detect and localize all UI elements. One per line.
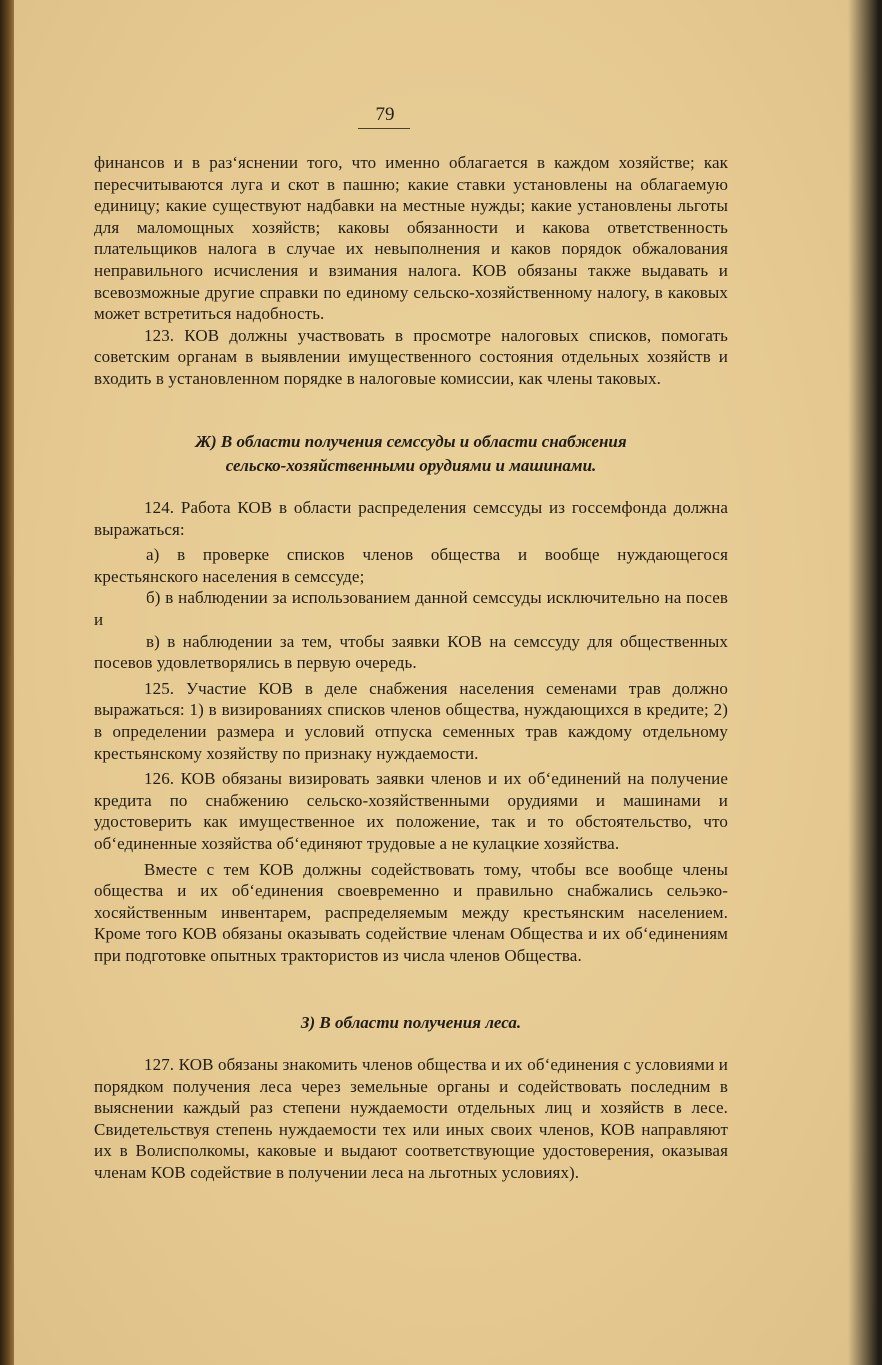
page-number: 79	[375, 104, 395, 125]
list-item-a: а) в проверке списков членов общества и вообще нуждающегося крестьянского населения в семссуде;	[94, 545, 728, 586]
page-number-underline	[358, 128, 410, 129]
section-heading-zh	[94, 430, 728, 478]
section-heading-z	[94, 1011, 728, 1035]
book-spine	[0, 0, 14, 1365]
list-item-b: б) в наблюдении за использованием данной семссуды исключительно на посев и	[94, 588, 728, 629]
paragraph-126: 126. КОВ обязаны визировать заявки членов и их об‘единений на получение кредита по снабжению сельско-хозяйственными орудиями и машинами и удостоверить как имущественное их положение, так и то обстоятельство, что об‘единенные хозяйства об‘единяют трудовые а не кулацкие хозяйства.	[94, 769, 728, 853]
text-section-middle	[94, 497, 728, 966]
heading-zh-line1: Ж) В области получения семссуды и области снабжения	[195, 432, 627, 451]
paragraph-vmeste: Вместе с тем КОВ должны содействовать тому, чтобы все вообще члены общества и их об‘единения своевременно и правильно снабжались сельэко-хосяйственным инвентарем, распределяемым между крестьянским населением. Кроме того КОВ обязаны оказывать содействие членам Общества и их об‘единениям при подготовке опытных трактористов из числа членов Общества.	[94, 859, 728, 965]
heading-z-line: З) В области получения леса.	[300, 1013, 522, 1032]
paragraph-127: 127. КОВ обязаны знакомить членов общества и их об‘единения с условиями и порядком получения леса через земельные органы и содействовать последним в выяснении каждый раз степени нуждаемости отдельных лиц и хозяйств в лесе. Свидетельствуя степень нуждаемости тех или иных своих членов, КОВ направляют их в Волисполкомы, каковые и выдают соответствующие удостоверения, оказывая членам КОВ содействие в получении леса на льготных условиях).	[94, 1055, 728, 1182]
paragraph-intro: финансов и в раз‘яснении того, что именно облагается в каждом хозяйстве; как пересчитываются луга и скот в пашню; какие ставки установлены на облагаемую единицу; какие существуют надбавки на местные нужды; какие установлены льготы для маломощных хозяйств; каковы обязанности и какова ответственность плательщиков налога в случае их невыполнения и каков порядок обжалования неправильного исчисления и взимания налога. КОВ обязаны также выдавать и всевозможные другие справки по единому сельско-хозяйственному налогу, в каковых может встретиться надобность.	[94, 153, 728, 324]
page-edge-shadow	[848, 0, 882, 1365]
paragraph-123: 123. КОВ должны участвовать в просмотре налоговых списков, помогать советским органам в выявлении имущественного состояния отдельных хозяйств и входить в установленном порядке в налоговые комиссии, как члены таковых.	[94, 325, 728, 388]
heading-zh-line2: сельско-хозяйственными орудиями и машинами.	[225, 456, 597, 475]
text-section-bottom	[94, 1054, 728, 1184]
paragraph-124: 124. Работа КОВ в области распределения семссуды из госсемфонда должна выражаться:	[94, 498, 728, 539]
paragraph-125: 125. Участие КОВ в деле снабжения населения семенами трав должно выражаться: 1) в визированиях списков членов общества, нуждающихся в кредите; 2) в определении размера и условий отпуска семенных трав каждому отдельному крестьянскому хозяйству по признаку нуждаемости.	[94, 678, 728, 763]
list-item-v: в) в наблюдении за тем, чтобы заявки КОВ на семссуду для общественных посевов удовлетворялись в первую очередь.	[94, 631, 728, 673]
text-section-top	[94, 152, 728, 390]
